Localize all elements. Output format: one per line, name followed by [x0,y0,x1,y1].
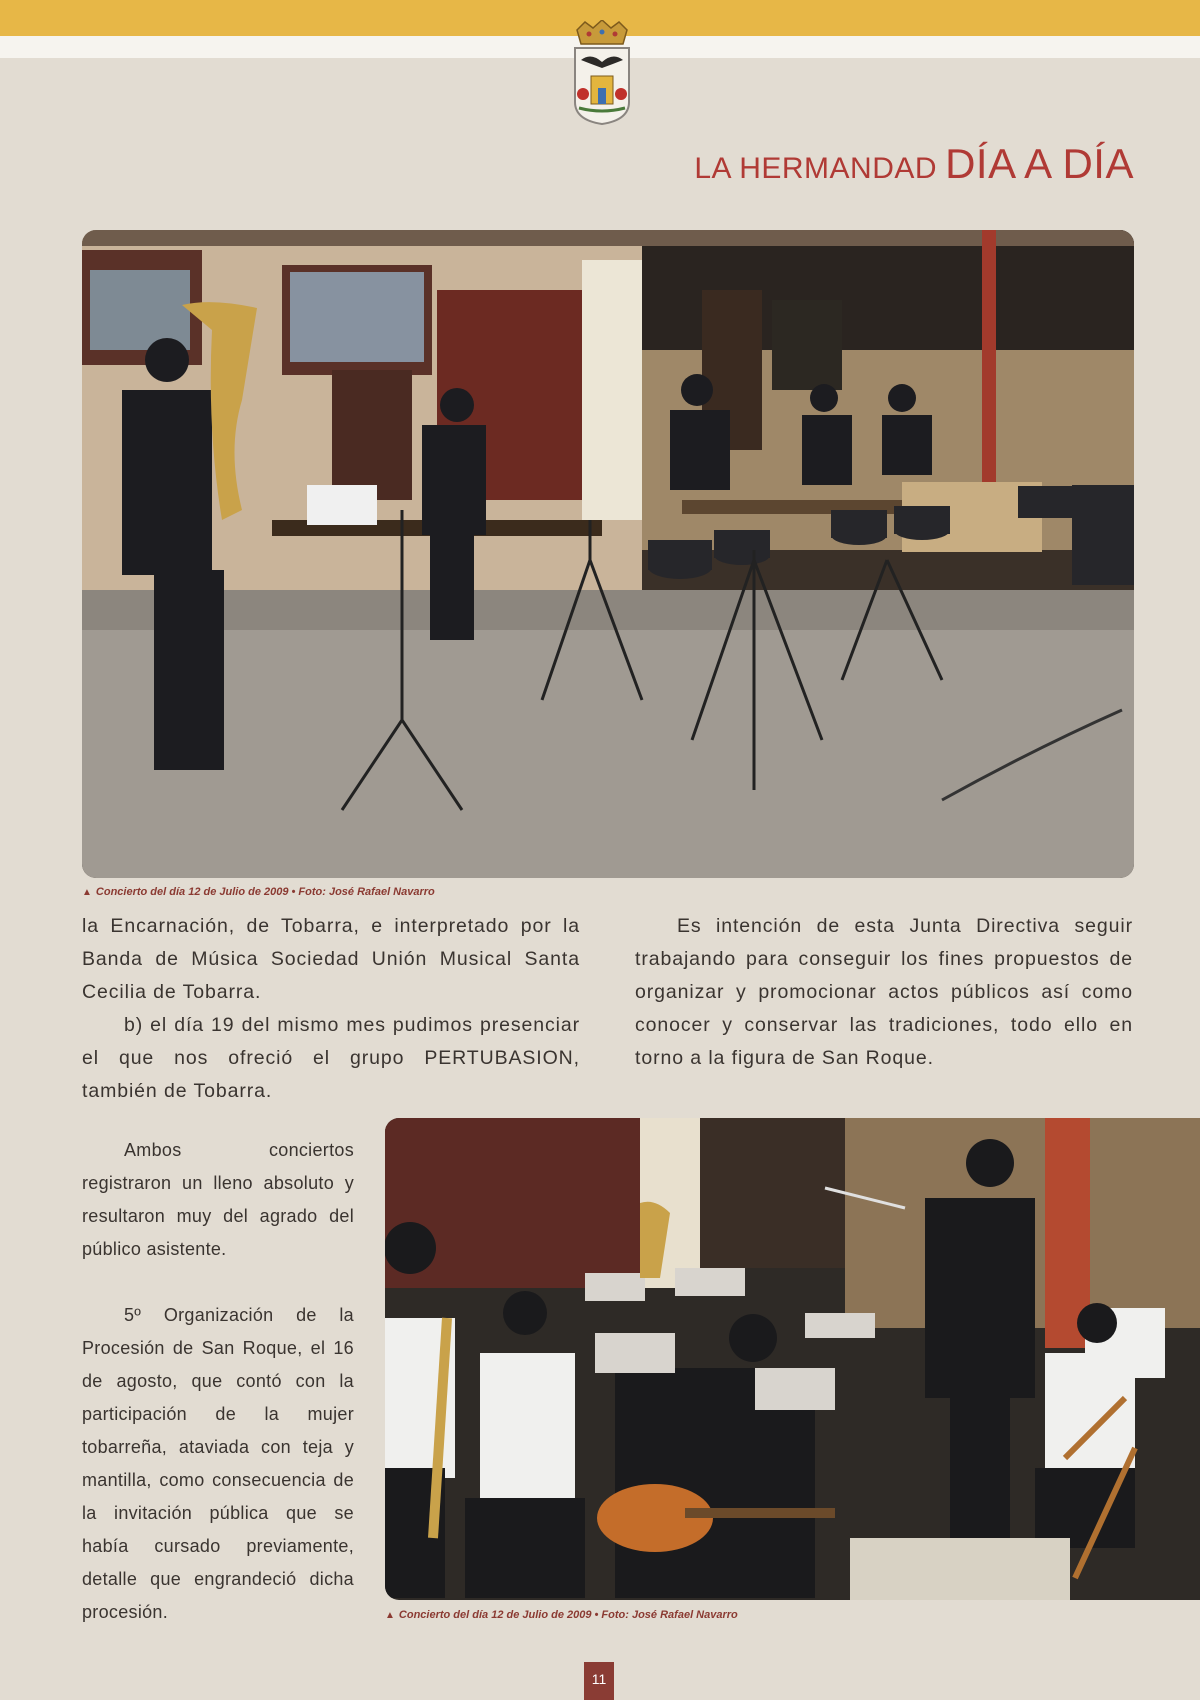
paragraph-conciertos: Ambos conciertos registraron un lleno absoluto y resultaron muy del agrado del público asistente. [82,1140,354,1259]
section-title [694,140,1134,188]
section-title-main: DÍA A DÍA [945,140,1134,187]
text-column-narrow [82,1134,354,1629]
caret-up-icon: ▲ [82,887,92,898]
photo-caption-1: ▲ Concierto del día 12 de Julio de 2009 • Foto: José Rafael Navarro [82,886,435,898]
photo-caption-2: ▲ Concierto del día 12 de Julio de 2009 • Foto: José Rafael Navarro [385,1609,738,1621]
coat-of-arms-icon [569,20,635,126]
page-number: 11 [584,1662,614,1700]
section-title-prefix: LA HERMANDAD [694,152,938,185]
concert-photo-percussion [82,230,1134,878]
concert-photo-band [385,1118,1200,1600]
paragraph-junta-directiva: Es intención de esta Junta Directiva seguir trabajando para conseguir los fines propuestos de organizar y promocionar actos públicos así como conocer y conservar las tradiciones, todo ello en torno a la figura de San Roque. [635,915,1133,1069]
text-column-left [82,910,580,1108]
paragraph-encarnacion: la Encarnación, de Tobarra, e interpretado por la Banda de Música Sociedad Unión Musical Santa Cecilia de Tobarra. [82,915,580,1003]
paragraph-procesion: 5º Organización de la Procesión de San Roque, el 16 de agosto, que contó con la participación de la mujer tobarreña, ataviada con teja y mantilla, como consecuencia de la invitación pública que se había cursado previamente, detalle que engrandeció dicha procesión. [82,1305,354,1622]
paragraph-pertubasion: b) el día 19 del mismo mes pudimos presenciar el que nos ofreció el grupo PERTUBASION, también de Tobarra. [82,1014,580,1102]
caret-up-icon: ▲ [385,1610,395,1621]
text-column-right [635,910,1133,1075]
